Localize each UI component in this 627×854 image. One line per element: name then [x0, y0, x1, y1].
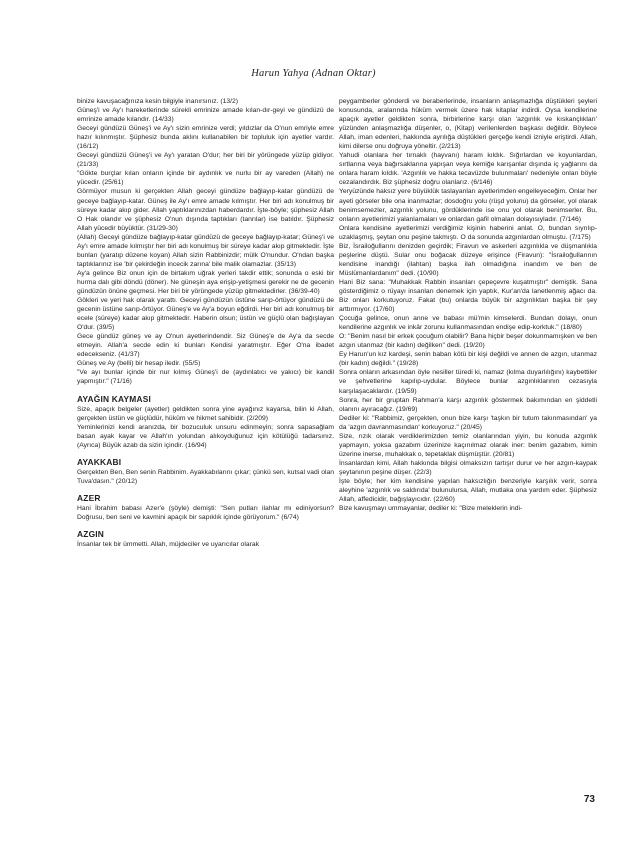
verse-paragraph: Geceyi gündüzü Güneş'i ve Ay'ı yaratan O'dur; her biri bir yörüngede yüzüp gidiyor. (21/33) [77, 152, 334, 169]
verse-paragraph: Geceyi gündüzü Güneş'i ve Ay'ı sizin emrinize verdi; yıldızlar da O'nun emriyle emre hazır kılınmıştır. Şüphesiz bunda aklını kullanabilen bir topluluk için ayetler vardır. (16/12) [77, 125, 334, 151]
verse-paragraph: Size, rızık olarak verdiklerimizden temiz olanlarından yiyin, bu konuda azgınlık yapmayın, yoksa gazabım üzerinize kaçınılmaz olarak iner: benim gazabım, kimin üzerine inerse, muhakkak o, tepetaklak düşmüştür. (20/81) [339, 432, 597, 458]
verse-paragraph: Yahudi olanlara her tırnaklı (hayvanı) haram kıldık. Sığırlardan ve koyunlardan, sırtlarına veya bağırsaklarına yapışan veya kemiğe karışanlar dışında iç yağlarını da onlara haram kıldık. 'Azgınlık ve hakka tecavüzde bulunmaları' nedeniyle onları böyle cezalandırdık. Biz şüphesiz doğru olanlarız. (6/146) [339, 152, 597, 187]
verse-paragraph: Yeryüzünde haksız yere büyüklük taslayanları ayetlerimden engelleyeceğim. Onlar her ayeti görseler bile ona inanmazlar; dosdoğru yolu (rüşd yolunu) da görseler, yol olarak benimsemezler, azgınlık yolunu, gördüklerinde ise onu yol olarak benimserler. Bu, onların ayetlerimizi yalanlamaları ve onlardan gafil olmaları dolayısıyladır. (7/146) [339, 188, 597, 223]
verse-paragraph: Sonra onların arkasından öyle nesiller türedi ki, namaz (kılma duyarlılığını) kaybettiler ve şehvetlerine kapılıp-uydular. Böylece bunlar azgınlıklarının cezasıyla karşılaşacaklardır. (19/59) [339, 369, 597, 395]
section-heading: AZER [77, 492, 101, 503]
verse-paragraph: Hani İbrahim babası Azer'e (şöyle) demişti: "Sen putları ilahlar mı ediniyorsun? Doğrusu, ben seni ve kavmini apaçık bir sapıklık içinde görüyorum." (6/74) [77, 504, 334, 521]
verse-paragraph: Hani Biz sana: "Muhakkak Rabbin insanları çepeçevre kuşatmıştır" demiştik. Sana gösterdiğimiz o rüyayı insanları denemek için yaptık, Kur'an'da lanetlenmiş ağacı da. Biz onları korkutuyoruz. Fakat (bu) onlarda büyük bir azgınlıktan başka bir şey arttırmıyor. (17/60) [339, 278, 597, 314]
verse-paragraph: Onlara kendisine ayetlerimizi verdiğimiz kişinin haberini anlat. O, bundan sıyrılıp-uzaklaşmış, şeytan onu peşine takmıştı. O da sonunda azgınlardan olmuştu. (7/175) [339, 224, 597, 241]
verse-paragraph: Gökleri ve yeri hak olarak yarattı. Geceyi gündüzün üstüne sarıp-örtüyor gündüzü de gecenin üstüne sarıp-örtüyor. Güneş'e ve Ay'a boyun eğdirdi. Her biri adı konulmuş bir ecele (süreye) kadar akıp gitmektedir. Haberin olsun; üstün ve güçlü olan bağışlayan O'dur. (39/5) [77, 297, 334, 332]
verse-paragraph: Ey Harun'un kız kardeşi, senin baban kötü bir kişi değildi ve annen de azgın, utanmaz (bir kadın) değildi." (19/28) [339, 351, 597, 368]
verse-paragraph: Güneş ve Ay (belli) bir hesap iledir. (55/5) [77, 360, 201, 368]
page-number: 73 [583, 794, 595, 805]
left-column [77, 97, 334, 549]
verse-paragraph: Çocuğa gelince, onun anne ve babası mü'min kimselerdi. Bundan dolayı, onun kendilerine azgınlık ve inkâr zorunu kullanmasından endişe edip-korktuk." (18/80) [339, 315, 597, 332]
verse-paragraph: "Ve ayı bunlar içinde bir nur kılmış Güneş'i de (aydınlatıcı ve yakıcı) bir kandil yapmıştır." (71/16) [77, 369, 334, 386]
right-column [339, 97, 597, 513]
verse-paragraph: Bize kavuşmayı ummayanlar, dediler ki: "Bize meleklerin indi- [339, 505, 523, 513]
verse-paragraph: Sonra, her bir gruptan Rahman'a karşı azgınlık göstermek bakımından en şiddetli olanını ayıracağız. (19/69) [339, 396, 597, 413]
verse-paragraph: Size, apaçık belgeler (ayetler) geldikten sonra yine ayağınız kayarsa, bilin ki Allah, gerçekten üstün ve güçlüdür, hüküm ve hikmet sahibidir. (2/209) [77, 405, 334, 422]
verse-paragraph: (Allah) Geceyi gündüze bağlayıp-katar gündüzü de geceye bağlayıp-katar; Güneş'i ve Ay'ı emre amade kılmıştır her biri adı konulmuş bir süreye kadar akıp gitmektedir. İşte bunları (yaratıp düzene koyan) Allah sizin Rabbinizdir; mülk O'nundur. O'ndan başka taptıklarınız ise 'bir çekirdeğin incecik zarına' bile malik olamazlar. (35/13) [77, 233, 334, 268]
verse-paragraph: "Gökte burçlar kılan onların içinde bir aydınlık ve nurlu bir ay vareden (Allah) ne yücedir. (25/61) [77, 170, 334, 187]
section-heading: AYAĞIN KAYMASI [77, 393, 152, 404]
verse-paragraph: İşte böyle; her kim kendisine yapılan haksızlığın benzeriyle karşılık verir, sonra aleyhine 'azgınlık ve saldırıda' bulunulursa, Allah, mutlaka ona yardım eder. Şüphesiz Allah, affedicidir, bağışlayıcıdır. (22/60) [339, 477, 597, 504]
verse-paragraph: İnsanlar tek bir ümmetti. Allah, müjdeciler ve uyarıcılar olarak [77, 540, 259, 548]
section-heading: AYAKKABI [77, 456, 122, 467]
section-heading: AZGIN [77, 528, 105, 539]
verse-paragraph: binize kavuşacağınıza kesin bilgiyle inanırsınız. (13/2) [77, 98, 238, 105]
verse-paragraph: Yeminlerinizi kendi aranızda, bir bozuculuk unsuru edinmeyin; sonra sapasağlam basan ayak kayar ve Allah'ın yolundan alıkoyduğunuz için kötülüğü tadarsınız. (Ayrıca) Büyük azab da sizin içindir. (16/94) [77, 423, 334, 449]
verse-paragraph: O: "Benim nasıl bir erkek çocuğum olabilir? Bana hiçbir beşer dokunmamışken ve ben azgın utanmaz (bir kadın) değilken" dedi. (19/20) [339, 333, 597, 350]
verse-paragraph: Biz, İsrailoğullarını denizden geçirdik; Firavun ve askerleri azgınlıkla ve düşmanlıkla peşlerine düştü. Sular onu boğacak düzeye erişince (Firavun): "İsrailoğullarının kendisine inandığı (ilahtan) başka ilah olmadığına inandım ve ben de Müslümanlardanım" dedi. (10/90) [339, 242, 597, 277]
verse-paragraph: Gece gündüz güneş ve ay O'nun ayetlerindendir. Siz Güneş'e de Ay'a da secde etmeyin. Allah'a secde edin ki bunları Kendisi yaratmıştır. Eğer O'na ibadet edecekseniz. (41/37) [77, 333, 334, 359]
verse-paragraph: Güneş'i ve Ay'ı hareketlerinde sürekli emrinize amade kılan-dır-geyi ve gündüzü de emrinize amade kılandır. (14/33) [77, 107, 334, 124]
verse-paragraph: peygamberler gönderdi ve beraberlerinde, insanların anlaşmazlığa düştükleri şeyleri konusunda, aralarında hüküm vermek üzere hak kitaplar indirdi. Oysa kendilerine apaçık ayetler geldikten sonra, birbirlerine karşı olan 'azgınlık ve kıskançlıkları' yüzünden anlaşmazlığa düşenler, o, (Kitap) verilenlerden başkası değildir. Böylece Allah, iman edenleri, hakkında ayrılığa düştükleri gerçeğe kendi izniyle eriştirdi. Allah, kimi dilerse onu doğruya yöneltir. (2/213) [339, 98, 597, 151]
verse-paragraph: İnsanlardan kimi, Allah hakkında bilgisi olmaksızın tartışır durur ve her azgın-kaypak şeytanının peşine düşer. (22/3) [339, 459, 597, 476]
verse-paragraph: Görmüyor musun ki gerçekten Allah geceyi gündüze bağlayıp-katar gündüzü de geceye bağlayıp-katar. Güneş ile Ay'ı emre amade kılmıştır. Her biri adı konulmuş bir süreye kadar akıp gider. Allah yaptıklarınızdan haberdardır. İşte-böyle; şüphesiz Allah O Hak olandır ve şüphesiz O'nun dışında taptıkları (tanrılar) ise batıldır. Şüphesiz Allah yücedir büyüktür. (31/29-30) [77, 188, 334, 232]
running-header: Harun Yahya (Adnan Oktar) [251, 68, 376, 79]
verse-paragraph: Gerçekten Ben, Ben senin Rabbinim. Ayakkabılarını çıkar; çünkü sen, kutsal vadi olan Tuva'dasın." (20/12) [77, 468, 334, 485]
verse-paragraph: Dediler ki: "Rabbimiz, gerçekten, onun bize karşı 'taşkın bir tutum takınmasından' ya da 'azgın davranmasından' korkuyoruz." (20/45) [339, 414, 597, 431]
verse-paragraph: Ay'a gelince Biz onun için de birtakım uğrak yerleri takdir ettik; sonunda o eski bir hurma dalı gibi döndü (döner). Ne güneşin aya erişip-yetişmesi gerekir ne de gecenin gündüzün önüne geçmesi. Her biri bir yörüngede yüzüp gitmektedirler. (36/39-40) [77, 269, 334, 295]
